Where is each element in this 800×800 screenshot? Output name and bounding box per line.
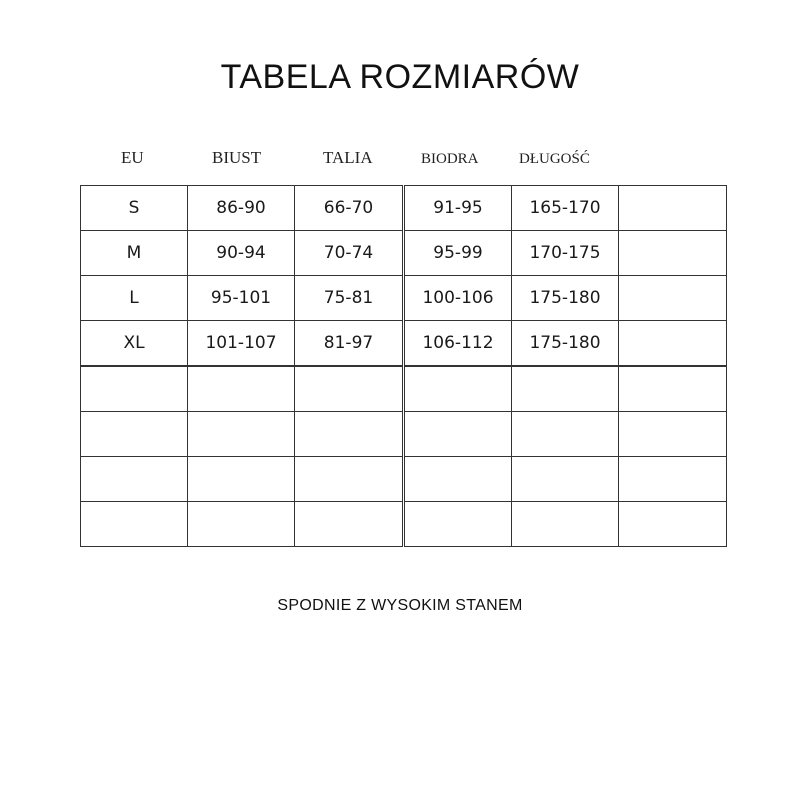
empty-cell	[81, 502, 188, 547]
empty-cell	[404, 412, 512, 457]
talia-cell: 75-81	[295, 276, 404, 321]
table-row	[81, 502, 727, 547]
biodra-cell: 95-99	[404, 231, 512, 276]
empty-cell	[295, 366, 404, 412]
empty-cell	[188, 412, 295, 457]
biust-cell: 101-107	[188, 321, 295, 367]
empty-cell	[295, 412, 404, 457]
dlugosc-cell: 170-175	[512, 231, 619, 276]
empty-cell	[81, 457, 188, 502]
table-row	[81, 231, 727, 276]
dlugosc-cell: 175-180	[512, 276, 619, 321]
empty-cell	[404, 366, 512, 412]
header-biodra: BIODRA	[421, 151, 479, 167]
empty-cell	[81, 412, 188, 457]
talia-cell: 81-97	[295, 321, 404, 367]
dlugosc-cell: 175-180	[512, 321, 619, 367]
biust-cell: 86-90	[188, 186, 295, 231]
empty-cell	[619, 276, 727, 321]
page-title: TABELA ROZMIARÓW	[220, 58, 580, 96]
biust-cell: 95-101	[188, 276, 295, 321]
empty-cell	[188, 502, 295, 547]
empty-cell	[619, 186, 727, 231]
table-row	[81, 276, 727, 321]
size-cell: XL	[81, 321, 188, 367]
empty-cell	[404, 502, 512, 547]
size-cell: S	[81, 186, 188, 231]
biodra-cell: 91-95	[404, 186, 512, 231]
empty-cell	[619, 502, 727, 547]
table-row	[81, 366, 727, 412]
table-row	[81, 412, 727, 457]
biodra-cell: 100-106	[404, 276, 512, 321]
biodra-cell: 106-112	[404, 321, 512, 367]
empty-cell	[619, 231, 727, 276]
header-biust: BIUST	[212, 148, 262, 167]
empty-cell	[619, 366, 727, 412]
footer-note: SPODNIE Z WYSOKIM STANEM	[277, 597, 523, 614]
empty-cell	[81, 366, 188, 412]
empty-cell	[512, 366, 619, 412]
empty-cell	[295, 457, 404, 502]
table-row	[81, 186, 727, 231]
empty-cell	[188, 366, 295, 412]
empty-cell	[295, 502, 404, 547]
header-eu: EU	[121, 148, 144, 167]
biust-cell: 90-94	[188, 231, 295, 276]
empty-cell	[512, 457, 619, 502]
empty-cell	[619, 457, 727, 502]
table-row	[81, 321, 727, 367]
empty-cell	[619, 412, 727, 457]
empty-cell	[188, 457, 295, 502]
size-table	[80, 185, 727, 547]
talia-cell: 70-74	[295, 231, 404, 276]
header-talia: TALIA	[323, 148, 373, 167]
size-cell: L	[81, 276, 188, 321]
empty-cell	[404, 457, 512, 502]
talia-cell: 66-70	[295, 186, 404, 231]
empty-cell	[512, 412, 619, 457]
header-dlugosc: DŁUGOŚĆ	[519, 151, 590, 167]
size-cell: M	[81, 231, 188, 276]
dlugosc-cell: 165-170	[512, 186, 619, 231]
empty-cell	[512, 502, 619, 547]
table-row	[81, 457, 727, 502]
empty-cell	[619, 321, 727, 367]
